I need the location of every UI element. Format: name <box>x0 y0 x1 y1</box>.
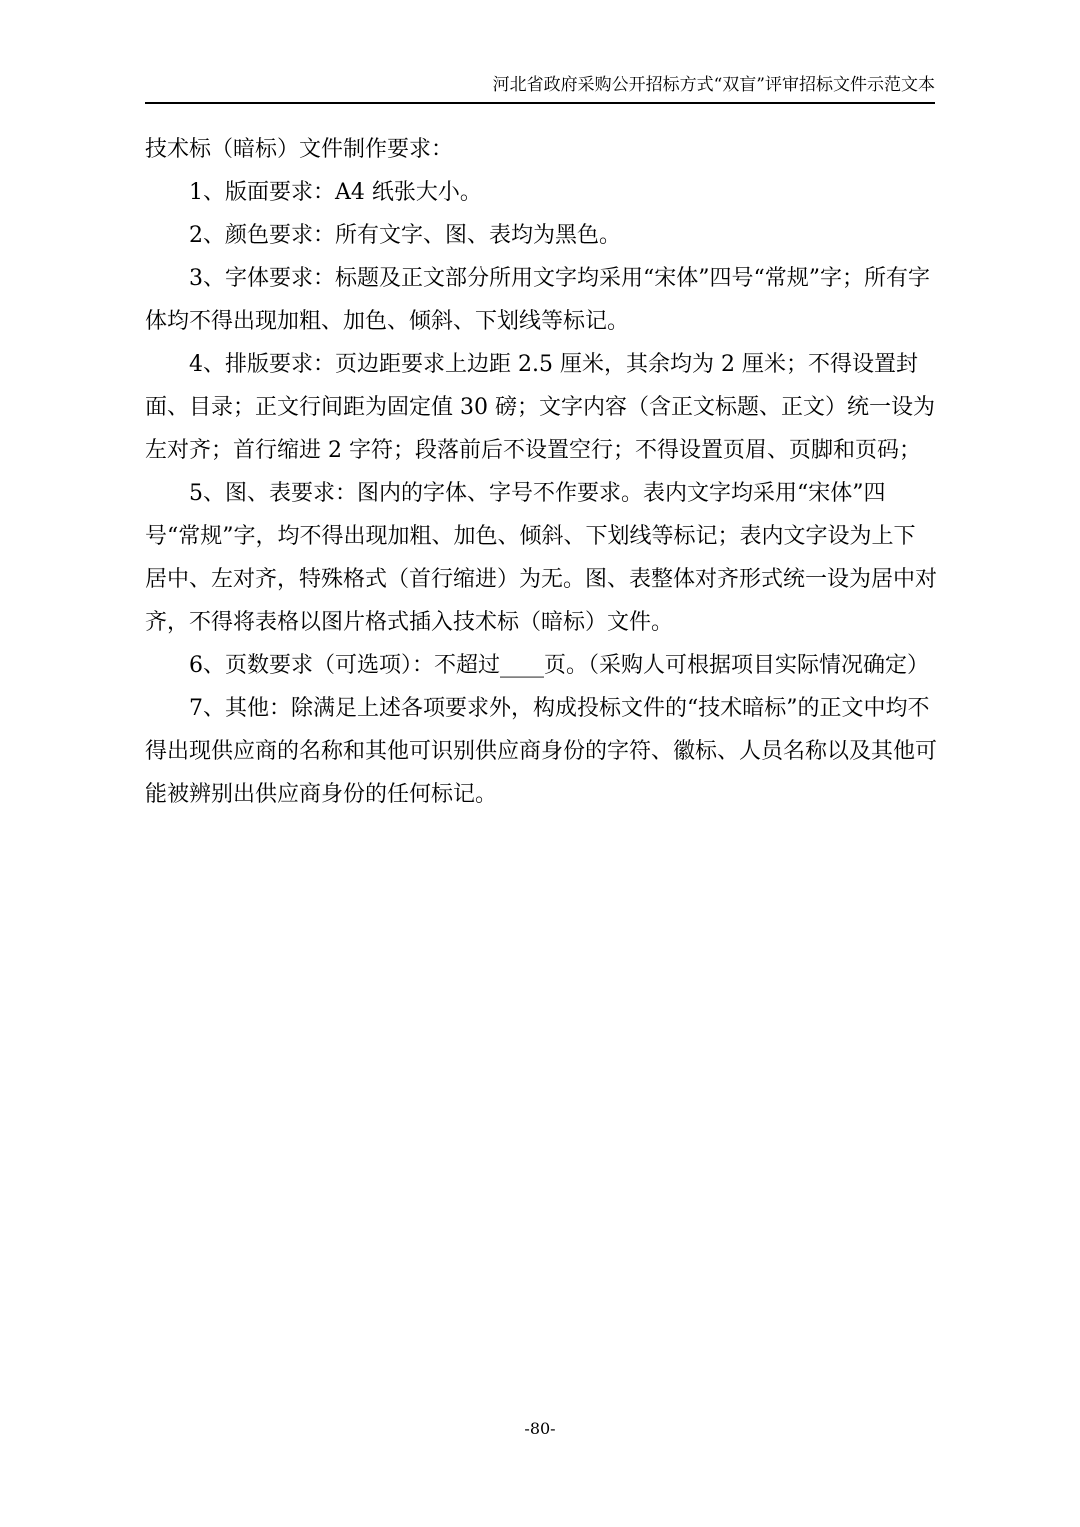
paragraph-other: 7、其他：除满足上述各项要求外，构成投标文件的“技术暗标”的正文中均不得出现供应商的名称和其他可识别供应商身份的字符、徽标、人员名称以及其他可能被辨别出供应商身份的任何标记。 <box>145 696 938 807</box>
paragraph-figures-tables: 5、图、表要求：图内的字体、字号不作要求。表内文字均采用“宋体”四号“常规”字，均不得出现加粗、加色、倾斜、下划线等标记；表内文字设为上下居中、左对齐，特殊格式（首行缩进）为无。图、表整体对齐形式统一设为居中对齐，不得将表格以图片格式插入技术标（暗标）文件。 <box>145 481 938 635</box>
page-footer <box>0 1418 1080 1440</box>
section-heading: 技术标（暗标）文件制作要求： <box>145 137 454 162</box>
paragraph-layout: 1、版面要求：A4 纸张大小。 <box>189 180 482 205</box>
paragraph-typesetting: 4、排版要求：页边距要求上边距 2.5 厘米，其余均为 2 厘米；不得设置封面、目录；正文行间距为固定值 30 磅；文字内容（含正文标题、正文）统一设为左对齐；首行缩进 2 字符；段落前后不设置空行；不得设置页眉、页脚和页码； <box>145 352 935 463</box>
paragraph-font: 3、字体要求：标题及正文部分所用文字均采用“宋体”四号“常规”字；所有字体均不得出现加粗、加色、倾斜、下划线等标记。 <box>145 266 930 334</box>
header-title: 河北省政府采购公开招标方式“双盲”评审招标文件示范文本 <box>492 75 935 95</box>
page-header <box>145 72 935 104</box>
page-number: -80- <box>524 1419 556 1438</box>
document-body <box>145 128 937 816</box>
paragraph-page-count: 6、页数要求（可选项）：不超过____页。（采购人可根据项目实际情况确定） <box>189 653 929 678</box>
paragraph-color: 2、颜色要求：所有文字、图、表均为黑色。 <box>189 223 621 248</box>
